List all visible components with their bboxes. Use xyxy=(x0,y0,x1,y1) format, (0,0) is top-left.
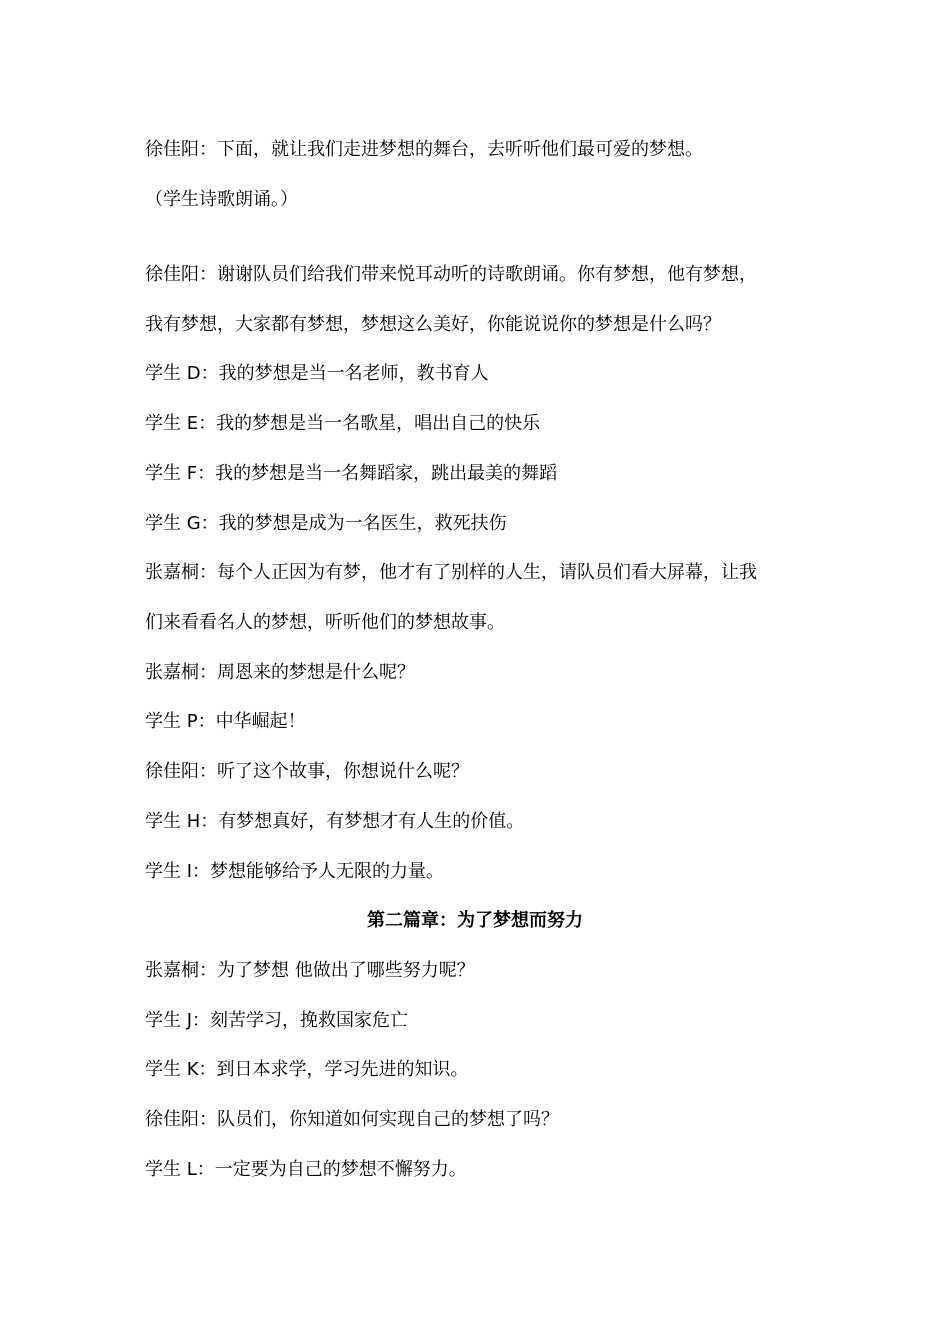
paragraph-line: 徐佳阳：下面，就让我们走进梦想的舞台，去听听他们最可爱的梦想。 xyxy=(145,139,703,160)
paragraph-line: 张嘉桐：为了梦想 他做出了哪些努力呢？ xyxy=(145,960,475,981)
paragraph-line: 徐佳阳：谢谢队员们给我们带来悦耳动听的诗歌朗诵。你有梦想，他有梦想， xyxy=(145,264,757,285)
paragraph-line: 学生 G：我的梦想是成为一名医生，救死扶伤 xyxy=(145,513,507,534)
paragraph-line: （学生诗歌朗诵。） xyxy=(145,189,298,210)
paragraph-line: 学生 K：到日本求学，学习先进的知识。 xyxy=(145,1059,469,1080)
paragraph-line: 学生 H：有梦想真好，有梦想才有人生的价值。 xyxy=(145,811,525,832)
paragraph-line: 我有梦想，大家都有梦想，梦想这么美好，你能说说你的梦想是什么吗？ xyxy=(145,314,721,335)
paragraph-line: 学生 D：我的梦想是当一名老师，教书育人 xyxy=(145,363,489,384)
paragraph-line: 学生 P：中华崛起！ xyxy=(145,711,306,732)
paragraph-line: 们来看看名人的梦想，听听他们的梦想故事。 xyxy=(145,612,505,633)
paragraph-line: 学生 J：刻苦学习，挽救国家危亡 xyxy=(145,1010,409,1031)
paragraph-line: 学生 F：我的梦想是当一名舞蹈家，跳出最美的舞蹈 xyxy=(145,463,558,484)
paragraph-line: 学生 L：一定要为自己的梦想不懈努力。 xyxy=(145,1159,467,1180)
paragraph-line: 学生 I：梦想能够给予人无限的力量。 xyxy=(145,861,445,882)
paragraph-line: 学生 E：我的梦想是当一名歌星，唱出自己的快乐 xyxy=(145,413,541,434)
paragraph-line: 徐佳阳：队员们，你知道如何实现自己的梦想了吗？ xyxy=(145,1109,559,1130)
paragraph-line: 张嘉桐：周恩来的梦想是什么呢？ xyxy=(145,662,415,683)
section-heading: 第二篇章：为了梦想而努力 xyxy=(367,910,583,931)
paragraph-line: 徐佳阳：听了这个故事，你想说什么呢？ xyxy=(145,761,469,782)
paragraph-line: 张嘉桐：每个人正因为有梦，他才有了别样的人生，请队员们看大屏幕，让我 xyxy=(145,562,757,583)
